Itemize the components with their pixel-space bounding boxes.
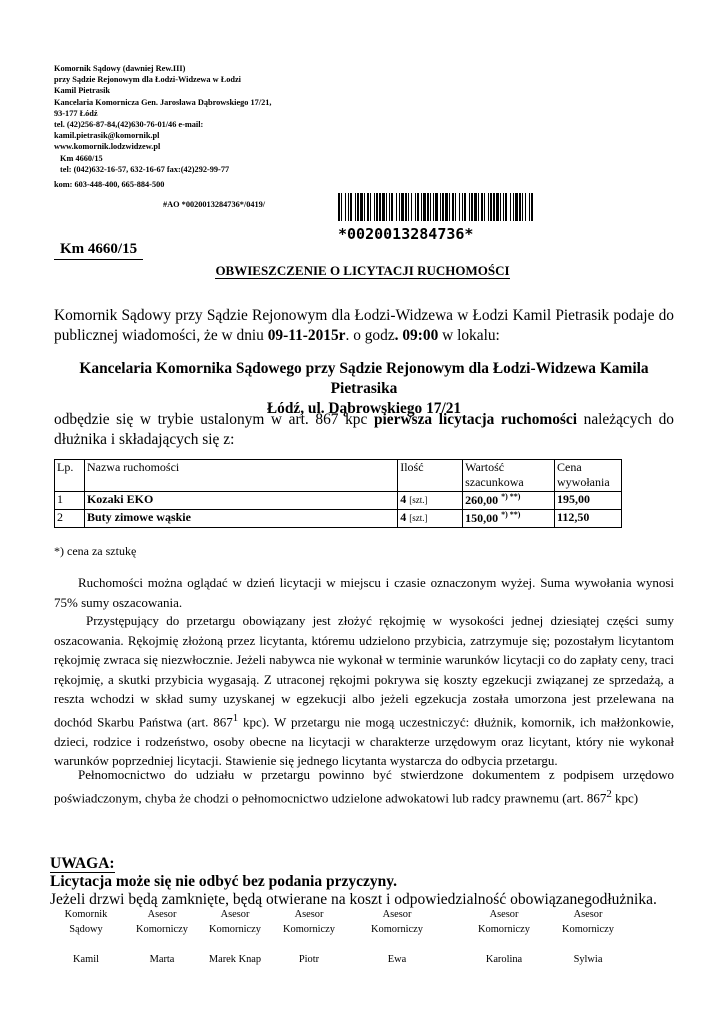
header-line: Komornik Sądowy (dawniej Rew.III)	[54, 64, 186, 73]
signatory: Asesor Komorniczy Ewa	[371, 909, 423, 965]
auction-time: . 09:00	[394, 327, 439, 344]
auction-date: 09-11-2015r	[267, 327, 346, 344]
barcode-bar	[405, 193, 407, 221]
header-line: przy Sądzie Rejonowym dla Łodzi-Widzewa w Łodzi	[54, 75, 241, 85]
barcode-bar	[396, 193, 397, 221]
barcode-bar	[389, 193, 390, 221]
barcode-bar	[484, 193, 485, 221]
warning-line-1: Licytacja może się nie odbyć bez podania przyczyny.	[50, 873, 397, 890]
barcode-bar	[355, 193, 356, 221]
barcode-bar	[515, 193, 518, 221]
auction-location: Kancelaria Komornika Sądowego przy Sądzie Rejonowym dla Łodzi-Widzewa Kamila Pietrasika Łódź, ul. Dąbrowskiego 17/21	[79, 360, 649, 417]
cell-lp: 2	[55, 510, 85, 528]
barcode-bar	[462, 193, 463, 221]
barcode-bar	[408, 193, 409, 221]
barcode-bar	[411, 193, 412, 221]
barcode-bar	[417, 193, 419, 221]
barcode	[338, 193, 534, 221]
cell-value: 150,00 *) **)	[463, 510, 555, 528]
barcode-bar	[510, 193, 511, 221]
barcode-bar	[505, 193, 507, 221]
barcode-bar	[455, 193, 456, 221]
barcode-bar	[376, 193, 378, 221]
warning-heading: UWAGA:	[50, 855, 115, 872]
barcode-bar	[488, 193, 489, 221]
barcode-bar	[382, 193, 385, 221]
barcode-bar	[440, 193, 441, 221]
barcode-bar	[503, 193, 504, 221]
barcode-bar	[401, 193, 404, 221]
signatory: Asesor Komorniczy Sylwia	[562, 909, 614, 965]
barcode-bar	[350, 193, 352, 221]
header-qty: Ilość	[398, 460, 463, 492]
cell-name: Kozaki EKO	[84, 492, 397, 510]
barcode-bar	[423, 193, 426, 221]
barcode-bar	[370, 193, 371, 221]
barcode-bar	[529, 193, 530, 221]
table-row	[55, 510, 622, 528]
barcode-bar	[522, 193, 523, 221]
barcode-bar	[493, 193, 495, 221]
barcode-bar	[348, 193, 349, 221]
signatory: Asesor Komorniczy Karolina	[478, 909, 530, 965]
signatory: Komornik Sądowy Kamil	[64, 909, 108, 965]
barcode-text: *0020013284736*	[338, 225, 474, 243]
header-line: kamil.pietrasik@komornik.pl	[54, 131, 160, 141]
barcode-bar	[445, 193, 448, 221]
barcode-bar	[430, 193, 431, 221]
header-line: tel: (042)632-16-57, 632-16-67 fax:(42)292-99-77	[60, 164, 230, 174]
header-price: Cena wywołania	[555, 460, 622, 492]
barcode-bar	[481, 193, 483, 221]
barcode-bar	[531, 193, 533, 221]
notice-title: OBWIESZCZENIE O LICYTACJI RUCHOMOŚCI	[215, 263, 510, 278]
price-note: *) cena za sztukę	[54, 544, 137, 558]
header-line: Km 4660/15	[60, 153, 103, 163]
intro-paragraph: Komornik Sądowy przy Sądzie Rejonowym dla Łodzi-Widzewa w Łodzi Kamil Pietrasik podaje do publicznej wiadomości, że w dniu 09-11-2015r. o godz. 09:00 w lokalu:	[54, 307, 674, 344]
signatory: Asesor Komorniczy Marek Knap	[208, 909, 262, 965]
barcode-bar	[338, 193, 340, 221]
table-row	[55, 492, 622, 510]
barcode-bar	[478, 193, 479, 221]
barcode-bar	[452, 193, 454, 221]
bailiff-header	[54, 63, 271, 190]
barcode-bar	[386, 193, 387, 221]
deposit-paragraph: Przystępujący do przetargu obowiązany jest złożyć rękojmię w wysokości jednej dziesiątej części sumy oszacowania. Rękojmię złożoną przez licytanta, któremu udzielono przybicia, zatrzymuje się; pozostałym licytantom rękojmię zwraca się niezwłocznie. Jeżeli nabywca nie wykonał w terminie warunków licytacji co do zapłaty ceny, traci rękojmię, a skutki przybicia wygasają. Z utraconej rękojmi pokrywa się koszty egzekucji związanej ze sprzedażą, a reszta wchodzi w skład sumy uzyskanej w egzekucji albo jeżeli egzekucja została umorzona jest przelewana na dochód Skarbu Państwa (art. $867^1$ kpc). W przetargu nie mogą uczestniczyć: dłużnik, komornik, ich małżonkowie, dzieci, rodzice i rodzeństwo, osoby obecne na licytacji w charakterze urzędowym oraz licytant, który nie wykonał warunków poprzedniej licytacji. Stawienie się jednego licytanta wystarcza do odbycia przetargu.	[54, 613, 675, 769]
header-line: Kamil Pietrasik	[54, 86, 110, 96]
barcode-bar	[345, 193, 346, 221]
barcode-bar	[374, 193, 375, 221]
barcode-bar	[427, 193, 429, 221]
case-number: Km 4660/15	[54, 241, 143, 260]
barcode-bar	[464, 193, 466, 221]
header-name: Nazwa ruchomości	[84, 460, 397, 492]
viewing-paragraph: Ruchomości można oglądać w dzień licytacji w miejscu i czasie oznaczonym wyżej. Suma wywołania wynosi 75% sumy oszacowania.	[54, 575, 674, 610]
cell-price: 195,00	[555, 492, 622, 510]
barcode-bar	[435, 193, 438, 221]
header-lp: Lp.	[55, 460, 85, 492]
barcode-bar	[341, 193, 342, 221]
auction-paragraph: odbędzie się w trybie ustalonym w art. 867 kpc pierwsza licytacja ruchomości należących do dłużnika i składających się z:	[54, 411, 674, 448]
barcode-bar	[421, 193, 422, 221]
signatory: Asesor Komorniczy Piotr	[283, 909, 335, 965]
items-table	[54, 459, 622, 528]
header-line: tel. (42)256-87-84,(42)630-76-01/46 e-mail:	[54, 119, 204, 129]
barcode-bar	[433, 193, 434, 221]
barcode-bar	[357, 193, 359, 221]
barcode-bar	[399, 193, 400, 221]
cell-qty: 4 [szt.]	[398, 510, 463, 528]
barcode-bar	[469, 193, 470, 221]
barcode-bar	[364, 193, 365, 221]
cell-lp: 1	[55, 492, 85, 510]
barcode-bar	[415, 193, 416, 221]
barcode-bar	[519, 193, 521, 221]
barcode-bar	[500, 193, 501, 221]
barcode-bar	[379, 193, 381, 221]
barcode-bar	[367, 193, 369, 221]
header-value: Wartość szacunkowa	[463, 460, 555, 492]
reference-code: #AO *0020013284736*/0419/	[163, 200, 266, 209]
barcode-bar	[525, 193, 526, 221]
barcode-bar	[449, 193, 450, 221]
proxy-paragraph: Pełnomocnictwo do udziału w przetargu powinno być stwierdzone dokumentem z podpisem urzędowo poświadczonym, chyba że chodzi o pełnomocnictwo udzielone adwokatowi lub radcy prawnemu (art. $867^2$ kpc)	[54, 767, 674, 805]
barcode-bar	[459, 193, 460, 221]
barcode-bar	[496, 193, 499, 221]
barcode-bar	[471, 193, 473, 221]
barcode-bar	[391, 193, 393, 221]
header-kom: kom: 603-448-400, 665-884-500	[54, 179, 165, 189]
cell-value: 260,00 *) **)	[463, 492, 555, 510]
header-line: 93-177 Łódź	[54, 108, 98, 118]
barcode-bar	[513, 193, 514, 221]
barcode-bar	[360, 193, 363, 221]
header-line: www.komornik.lodzwidzew.pl	[54, 142, 161, 152]
warning-line-2: Jeżeli drzwi będą zamknięte, będą otwierane na koszt i odpowiedzialność obowiązanegodłużnika.	[50, 891, 657, 908]
barcode-bar	[490, 193, 492, 221]
barcode-bar	[474, 193, 477, 221]
cell-qty: 4 [szt.]	[398, 492, 463, 510]
cell-price: 112,50	[555, 510, 622, 528]
header-line: Kancelaria Komornicza Gen. Jarosława Dąbrowskiego 17/21,	[54, 97, 272, 107]
cell-name: Buty zimowe wąskie	[84, 510, 397, 528]
signatory: Asesor Komorniczy Marta	[136, 909, 188, 965]
table-header-row	[55, 460, 622, 492]
barcode-bar	[442, 193, 444, 221]
